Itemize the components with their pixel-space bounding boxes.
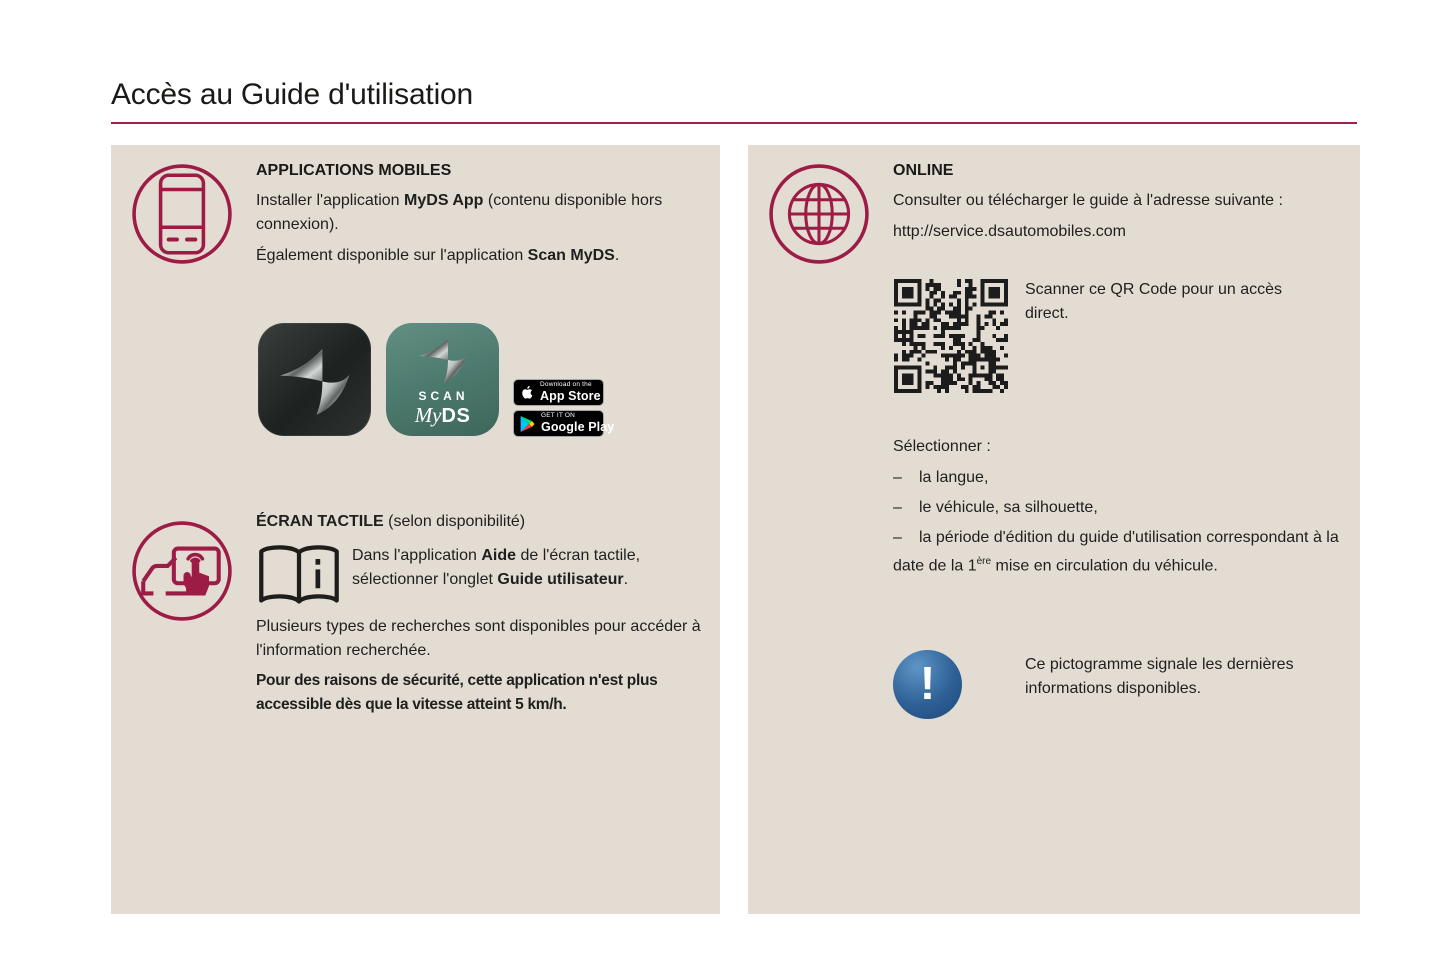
mobile-apps-paragraph-2: Également disponible sur l'application Scan MyDS. [256,247,620,264]
info-note: Ce pictogramme signale les dernières informations disponibles. [1025,656,1294,697]
touch-screen-heading: ÉCRAN TACTILE (selon disponibilité) [256,513,526,530]
info-exclamation-icon: ! [893,650,962,719]
myds-app-icon [258,323,371,436]
touch-screen-paragraph: Plusieurs types de recherches sont disponibles pour accéder à l'information recherchée. [256,618,701,659]
title-underline [111,122,1357,124]
guide-url-link[interactable]: http://service.dsautomobiles.com [893,223,1126,240]
app-store-tagline: Download on the [540,381,592,389]
mobile-apps-paragraph-1: Installer l'application MyDS App (contenu disponible hors connexion). [256,192,663,233]
panel-online [748,145,1360,914]
online-text [893,159,1348,251]
qr-caption: Scanner ce QR Code pour un accès direct. [1025,281,1283,322]
selection-intro: Sélectionner : [893,438,991,455]
car-touchscreen-icon [131,520,233,622]
touch-screen-instructions: Dans l'application Aide de l'écran tactile, sélectionner l'onglet Guide utilisateur. [352,547,641,588]
globe-icon [768,163,870,265]
app-store-badge[interactable] [513,379,604,406]
scan-myds-app-icon [386,323,499,436]
google-play-tagline: GET IT ON [541,412,576,420]
qr-code [893,279,1009,393]
page-title: Accès au Guide d'utilisation [111,78,474,111]
list-item: – le véhicule, sa silhouette, [893,499,1098,516]
google-play-badge[interactable] [513,410,615,437]
app-store-name: App Store [540,389,601,404]
list-item: – la langue, [893,469,989,486]
google-play-name: Google Play [541,420,615,435]
scan-myds-label: SCAN MyDS [414,388,471,427]
online-heading: ONLINE [893,162,954,179]
smartphone-icon [131,163,233,265]
touch-screen-safety-note: Pour des raisons de sécurité, cette application n'est plus accessible dès que la vitesse atteint 5 km/h. [256,672,658,713]
google-play-triangle-icon [520,415,536,433]
ds-logo-icon [278,343,352,417]
list-item: – la période d'édition du guide d'utilisation correspondant à la date de la 1ère mise en circulation du véhicule. [893,529,1339,575]
online-paragraph: Consulter ou télécharger le guide à l'adresse suivante : [893,192,1283,209]
ds-logo-icon [418,334,468,384]
user-guide-book-icon [256,543,342,614]
selection-list [893,435,1349,584]
mobile-apps-text [256,159,698,275]
apple-logo-icon [520,385,535,400]
panel-mobile-apps [111,145,720,914]
mobile-apps-heading: APPLICATIONS MOBILES [256,162,452,179]
